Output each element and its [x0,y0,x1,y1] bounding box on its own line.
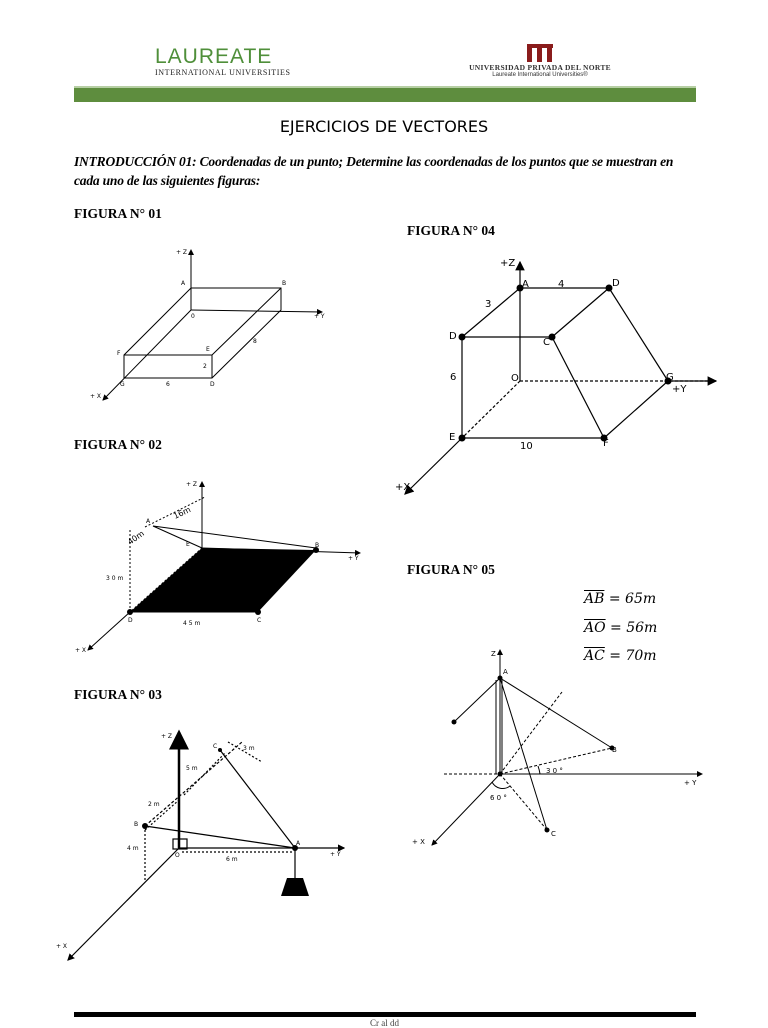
f2-axis-y: + Y [348,555,359,562]
f3-dim-6m: 6 m [226,856,238,863]
figure-5-labels [412,650,697,846]
f2-dim-30m: 3 0 m [106,575,124,582]
f4-pt-f: F [603,438,609,449]
f5-angle-60: 6 0 ° [490,794,507,802]
footer-text: Cr al dd [370,1018,399,1028]
f1-pt-o: 0 [191,313,195,320]
figure-4-labels [395,258,687,493]
f3-dim-2m: 2 m [148,801,160,808]
f5-axis-y: + Y [684,779,697,787]
f4-dim-10: 10 [520,441,533,452]
eq-ab-seg: $\overline{AB}$ [584,591,605,607]
f2-plate [130,548,316,612]
f4-edge-ad2 [462,288,520,337]
f3-dot-c [218,748,222,752]
eq-ao-seg: $\overline{AO}$ [584,620,606,636]
f1-box-top-edges [124,288,281,355]
f4-pt-a: A [522,279,529,290]
f3-dim-3m: 3 m [243,745,255,752]
f1-pt-e: E [206,346,210,353]
f2-axis-z: + Z [186,481,198,488]
f2-pt-c: C [257,617,262,624]
f2-axis-x: + X [75,647,87,654]
f4-edge-cf [552,337,604,438]
f4-axis-y: +Y [672,384,687,395]
f3-dim-5m: 5 m [186,765,198,772]
f3-cable-ca [220,750,295,848]
f5-x-axis [432,774,500,845]
f5-ab-line [500,678,612,748]
f1-dim-6: 6 [166,381,170,388]
f3-axis-x: + X [56,943,68,950]
f5-angle-30: 3 0 ° [546,767,563,775]
f5-dashed-up [500,692,562,774]
upn-logo-sub: Laureate International Universities® [492,72,588,78]
f3-axis-y: + Y [330,851,341,858]
f4-edge-gf [604,381,668,438]
eq-ac-val: = 70m [604,648,657,664]
f1-pt-d: D [210,381,215,388]
laureate-logo-sub: INTERNATIONAL UNIVERSITIES [155,68,291,77]
figure-3-diagram [68,732,344,960]
f1-axis-x: + X [90,393,102,400]
figure-3-label: FIGURA N° 03 [74,687,162,702]
figure-1-label: FIGURA N° 01 [74,206,162,221]
f5-a-left-line [454,678,500,722]
f1-pt-b: B [282,280,287,287]
f4-pt-c: C [543,337,550,348]
f2-pt-e: E [186,541,190,548]
f2-dim-16m: 16m [172,505,193,521]
f4-x-axis-dashed [462,381,520,438]
f5-axis-z: Z [491,650,496,658]
f3-axis-z: + Z [161,733,173,740]
intro-text: INTRODUCCIÓN 01: Coordenadas de un punto; Determine las coordenadas de los puntos que se muestran en cada uno de las siguientes figuras: [74,154,674,188]
f5-angle-30-arc [538,766,540,774]
f4-pt-e: E [449,432,456,443]
f1-dim-8: 8 [253,338,257,345]
eq-ac-seg: $\overline{AC}$ [584,648,605,664]
f4-pt-d: D [612,278,620,289]
figure-5-diagram [432,650,702,845]
f4-pt-g: G [666,372,674,383]
f4-dot-e [459,435,466,442]
f5-axis-x: + X [412,838,425,846]
figure-5-label: FIGURA N° 05 [407,562,495,577]
f2-pt-a: A [146,518,151,525]
figure-4-label: FIGURA N° 04 [407,223,495,238]
footer-rule [74,1012,696,1017]
laureate-logo-main: LAUREATE [155,45,273,68]
f3-pt-b: B [134,821,139,828]
eq-ao-val: = 56m [605,620,658,636]
f5-dot-a [498,676,503,681]
f5-ac-line [500,678,547,830]
f3-weight [281,878,309,896]
f3-dim-5-line [184,752,226,795]
f4-edge-dc2 [552,288,609,337]
f3-pt-c: C [213,743,218,750]
f4-axis-z: +Z [500,258,516,269]
f5-pt-c: C [551,830,556,838]
f5-dot-left [452,720,457,725]
figure-3-labels [56,733,341,950]
f5-pt-b: B [612,746,617,754]
f2-dot-d [127,609,133,615]
f2-pt-b: B [315,542,320,549]
f4-x-axis [405,438,462,494]
f2-dim-40m: 40m [125,528,146,547]
f5-dot-o [498,772,503,777]
f1-pt-a: A [181,280,186,287]
f4-dim-4: 4 [558,279,565,290]
f3-dot-b [142,823,148,829]
f5-pt-a: A [503,668,508,676]
f4-axis-x: +X [395,482,411,493]
f3-pt-a: A [296,840,301,847]
page-title: EJERCICIOS DE VECTORES [279,117,489,136]
f4-edge-dg [609,288,668,381]
f1-pt-f: F [117,350,121,357]
f1-pt-g: G [120,381,125,388]
f3-dim-4m: 4 m [127,845,139,852]
f3-pt-o: O [175,852,180,859]
f2-dot-c [255,609,261,615]
f4-dim-3: 3 [485,299,492,310]
f1-dim-2: 2 [203,363,207,370]
f2-dim-45m: 4 5 m [183,620,201,627]
eq-ab-val: = 65m [604,591,657,607]
upn-logo-main: UNIVERSIDAD PRIVADA DEL NORTE [469,63,611,72]
f1-axis-y: + Y [314,313,325,320]
f1-axis-z: + Z [176,249,188,256]
f5-dot-c [545,828,550,833]
f2-pt-d: D [128,617,133,624]
f3-dashed-bc [145,742,242,826]
f4-dot-d2 [459,334,466,341]
figure-2-label: FIGURA N° 02 [74,437,162,452]
f4-dim-6: 6 [450,372,457,383]
f4-pt-d2: D [449,331,457,342]
f2-x-axis [88,612,130,650]
figure-1-diagram [103,250,322,400]
f3-cable-ba [145,826,295,848]
f4-pt-o: O [511,373,519,384]
figure-3-points [142,748,298,851]
f3-x-axis [68,848,179,960]
f5-oc-dashed [500,774,547,830]
